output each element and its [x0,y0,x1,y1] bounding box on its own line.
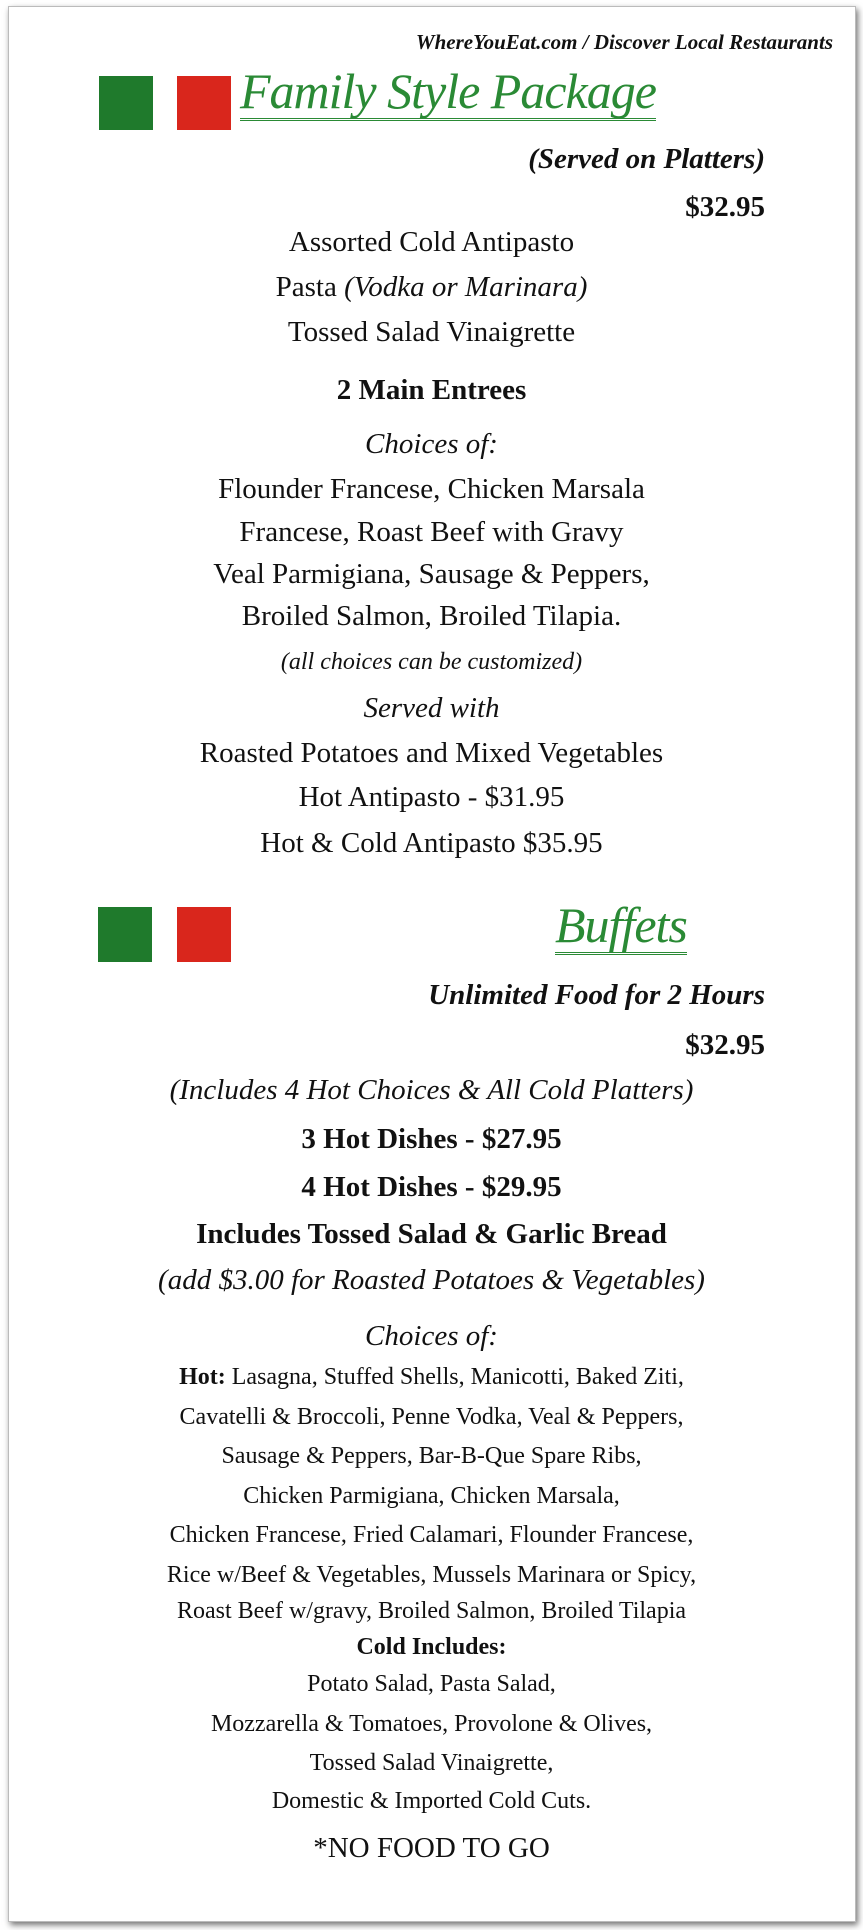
hot-line: Roast Beef w/gravy, Broiled Salmon, Broiled Tilapia [176,1598,687,1624]
custom-note: (all choices can be customized) [280,649,583,675]
cold-line: Tossed Salad Vinaigrette, [309,1750,554,1776]
hot-line: Rice w/Beef & Vegetables, Mussels Marinara or Spicy, [166,1562,697,1588]
family-style-title: Family Style Package [240,63,656,119]
choice-line: Flounder Francese, Chicken Marsala [218,473,645,505]
cold-line: Potato Salad, Pasta Salad, [307,1671,556,1697]
cold-label: Cold Includes: [356,1634,507,1660]
flag-green-block [99,76,153,130]
buffet-choices-label: Choices of: [365,1320,498,1352]
choice-line: Veal Parmigiana, Sausage & Peppers, [213,558,650,590]
site-caption: WhereYouEat.com / Discover Local Restaurants [415,30,833,54]
hot-antipasto-price: Hot Antipasto - $31.95 [298,781,565,813]
hot-line-text: Lasagna, Stuffed Shells, Manicotti, Baked Ziti, [225,1364,684,1390]
hot-line: Sausage & Peppers, Bar-B-Que Spare Ribs, [221,1443,642,1469]
buffets-subtitle: Unlimited Food for 2 Hours [428,979,765,1011]
hot-cold-antipasto-price: Hot & Cold Antipasto $35.95 [260,827,603,859]
no-food-to-go: *NO FOOD TO GO [313,1832,550,1864]
hot-line: Cavatelli & Broccoli, Penne Vodka, Veal & Peppers, [179,1404,684,1430]
includes-salad: Includes Tossed Salad & Garlic Bread [196,1218,667,1250]
choice-line: Broiled Salmon, Broiled Tilapia. [241,600,622,632]
three-hot-price: 3 Hot Dishes - $27.95 [301,1123,562,1155]
choice-line: Francese, Roast Beef with Gravy [239,516,624,548]
hot-line: Chicken Francese, Fried Calamari, Flounder Francese, [169,1522,694,1548]
family-price: $32.95 [685,191,765,223]
menu-item: Tossed Salad Vinaigrette [287,316,576,348]
hot-line [0,1365,863,1389]
includes-note: (Includes 4 Hot Choices & All Cold Platters) [169,1074,694,1106]
menu-item [0,273,863,302]
flag-red-block [177,76,231,130]
four-hot-price: 4 Hot Dishes - $29.95 [301,1171,562,1203]
pasta-label: Pasta [275,271,345,303]
choices-label: Choices of: [365,428,498,460]
add-note: (add $3.00 for Roasted Potatoes & Vegetables) [158,1264,705,1296]
served-with-label: Served with [363,692,500,724]
cold-line: Mozzarella & Tomatoes, Provolone & Olives, [210,1711,653,1737]
hot-label: Hot: [179,1364,226,1390]
buffets-title: Buffets [555,897,687,953]
buffets-price: $32.95 [685,1029,765,1061]
family-subtitle: (Served on Platters) [528,143,765,175]
hot-line: Chicken Parmigiana, Chicken Marsala, [243,1483,620,1509]
flag-green-block [98,907,152,962]
pasta-options: (Vodka or Marinara) [344,271,588,303]
entrees-heading: 2 Main Entrees [336,374,527,406]
menu-item: Assorted Cold Antipasto [288,226,575,258]
served-with: Roasted Potatoes and Mixed Vegetables [199,737,664,769]
cold-line: Domestic & Imported Cold Cuts. [271,1788,592,1814]
flag-red-block [177,907,231,962]
